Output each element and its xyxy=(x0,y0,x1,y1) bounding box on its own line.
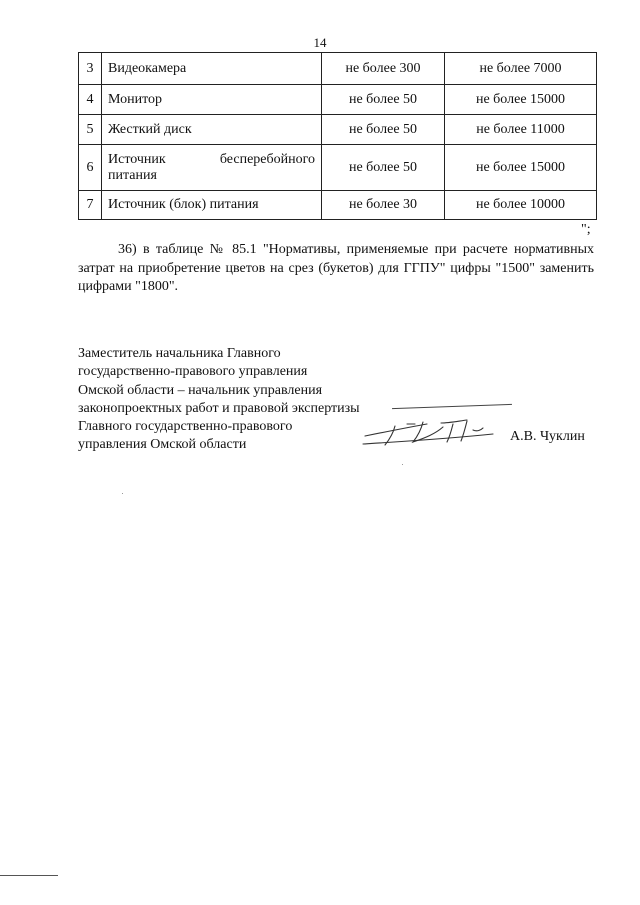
signer-name: А.В. Чуклин xyxy=(510,429,585,444)
signatory-title-line: Главного государственно-правового xyxy=(78,419,293,435)
item-name: Жесткий диск xyxy=(102,115,322,145)
item-name-part: Источник xyxy=(108,151,166,167)
table-row xyxy=(79,53,597,85)
signatory-title-line: Омской области – начальник управления xyxy=(78,382,323,398)
item-price: не более 11000 xyxy=(445,115,597,145)
table-row xyxy=(79,191,597,220)
item-quantity: не более 50 xyxy=(322,85,445,115)
signatory-title-line: Заместитель начальника Главного xyxy=(78,346,281,361)
table-row xyxy=(79,145,597,191)
item-name: Монитор xyxy=(102,85,322,115)
item-quantity: не более 50 xyxy=(322,115,445,145)
item-quantity: не более 30 xyxy=(322,191,445,220)
equipment-table xyxy=(78,52,597,220)
item-name xyxy=(102,145,322,191)
scan-speck xyxy=(122,493,123,494)
page-number: 14 xyxy=(313,35,327,50)
item-quantity: не более 300 xyxy=(322,53,445,85)
item-quantity: не более 50 xyxy=(322,145,445,191)
row-number: 7 xyxy=(79,191,102,220)
item-name-part: питания xyxy=(108,167,157,183)
item-price: не более 10000 xyxy=(445,191,597,220)
row-number: 4 xyxy=(79,85,102,115)
table-row xyxy=(79,85,597,115)
amendment-paragraph: 36) в таблице № 85.1 "Нормативы, применяемые при расчете нормативных затрат на приобретение цветов на срез (букетов) для ГГПУ" цифры "1500" заменить цифрами "1800". xyxy=(78,242,594,294)
row-number: 3 xyxy=(79,53,102,85)
scan-speck xyxy=(402,464,403,465)
scan-edge-mark xyxy=(0,875,58,876)
signature-line xyxy=(392,404,512,409)
signatory-title-line: законопроектных работ и правовой экспертизы xyxy=(78,400,360,416)
signature-block xyxy=(78,345,360,455)
item-price: не более 15000 xyxy=(445,85,597,115)
closing-quote: "; xyxy=(581,222,591,237)
row-number: 5 xyxy=(79,115,102,145)
handwritten-signature xyxy=(355,412,500,454)
item-price: не более 7000 xyxy=(445,53,597,85)
signatory-title-line: государственно-правового управления xyxy=(78,364,308,380)
item-name-part: бесперебойного xyxy=(219,151,315,167)
row-number: 6 xyxy=(79,145,102,191)
item-name: Источник (блок) питания xyxy=(102,191,322,220)
item-price: не более 15000 xyxy=(445,145,597,191)
table-row xyxy=(79,115,597,145)
item-name: Видеокамера xyxy=(102,53,322,85)
signatory-title-line: управления Омской области xyxy=(78,437,247,453)
